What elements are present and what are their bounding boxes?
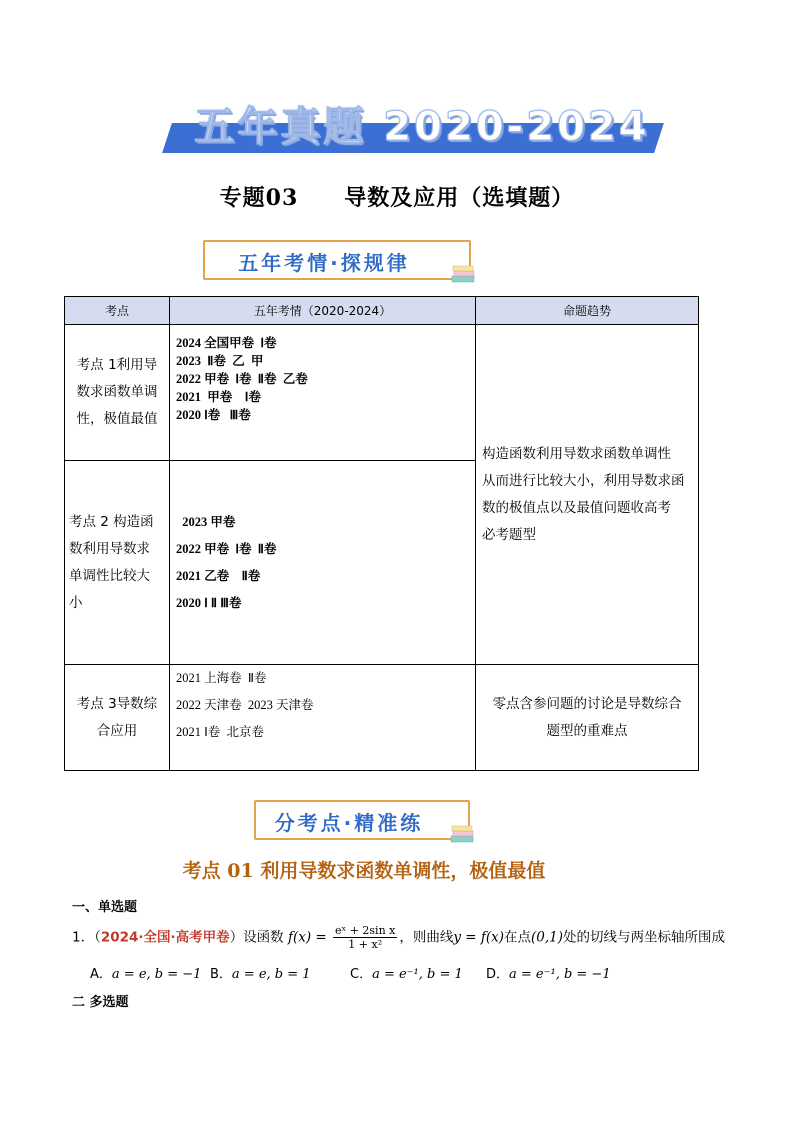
year-line: 2023 Ⅱ卷 乙 甲 — [176, 354, 264, 368]
option-value: a = e, b = 1 — [231, 967, 311, 982]
option-label: A． — [90, 967, 112, 982]
options — [90, 963, 611, 982]
year-line: 2021 上海卷 Ⅱ卷 — [176, 671, 267, 685]
trend-cell-1 — [476, 325, 699, 665]
header-years: 五年考情（2020-2024） — [170, 297, 476, 325]
question-1 — [72, 924, 725, 951]
year-line: 2024 全国甲卷 Ⅰ卷 — [176, 336, 277, 350]
kp-line: 小 — [69, 594, 83, 611]
trend-line: 零点含参问题的讨论是导数综合 — [492, 695, 682, 712]
table-header-row — [65, 297, 699, 325]
trend-line: 题型的重难点 — [546, 722, 628, 739]
exam-table — [64, 296, 699, 771]
year-line: 2020 Ⅰ Ⅱ Ⅲ卷 — [176, 595, 242, 610]
subject-name: 导数及应用（选填题） — [344, 185, 575, 211]
year-line: 2021 乙卷 Ⅱ卷 — [176, 568, 261, 583]
years-cell-2 — [170, 461, 476, 665]
tag-practice — [254, 800, 470, 840]
option-value: a = e, b = −1 — [111, 967, 202, 982]
header-trend: 命题趋势 — [476, 297, 699, 325]
kp-line: 考点 3导数综 — [76, 695, 158, 712]
option-b[interactable] — [210, 963, 350, 982]
option-label: D． — [486, 967, 510, 982]
numerator: eˣ + 2sin x — [335, 924, 396, 937]
trend-line: 必考题型 — [482, 526, 536, 543]
tag-practice-label: 分考点·精准练 — [274, 811, 424, 835]
kp-cell-2 — [65, 461, 170, 665]
year-line: 2022 天津卷 2023 天津卷 — [176, 698, 314, 712]
tag-five-year-label: 五年考情·探规律 — [238, 251, 410, 275]
kp-line: 考点 1利用导 — [76, 357, 158, 373]
option-d[interactable] — [486, 963, 611, 982]
years-cell-1 — [170, 325, 476, 461]
trend-line: 从而进行比较大小，利用导数求函 — [482, 472, 685, 489]
question-text: 设函数 — [243, 929, 284, 946]
denominator: 1 + x² — [348, 938, 383, 951]
year-line: 2020 Ⅰ卷 Ⅲ卷 — [176, 408, 251, 422]
point: (0,1) — [531, 929, 564, 946]
tag-five-year — [203, 240, 471, 280]
table-row — [65, 325, 699, 461]
heading-multi-choice: 二 多选题 — [72, 995, 129, 1010]
question-text: 在点 — [504, 929, 532, 946]
curve: y = f(x) — [453, 929, 505, 946]
kp-line: 考点 2 构造函 — [69, 513, 154, 530]
kp-cell-1 — [65, 325, 170, 461]
subject-title — [0, 181, 794, 212]
books-icon — [448, 822, 478, 844]
trend-cell-3 — [476, 665, 699, 771]
books-icon — [449, 262, 479, 284]
option-c[interactable] — [350, 963, 486, 982]
fraction — [333, 924, 397, 951]
kp-line: 数求函数单调 — [76, 384, 158, 400]
option-a[interactable] — [90, 963, 210, 982]
option-value: a = e⁻¹, b = −1 — [509, 967, 611, 982]
years-cell-3 — [170, 665, 476, 771]
question-source: 2024·全国·高考甲卷 — [100, 929, 230, 946]
source-bracket: （ — [94, 929, 101, 946]
trend-line: 数的极值点以及最值问题收高考 — [482, 499, 671, 516]
table-row — [65, 665, 699, 771]
heading-single-choice: 一、单选题 — [72, 900, 138, 915]
option-label: B． — [210, 967, 232, 982]
year-line: 2022 甲卷 Ⅰ卷 Ⅱ卷 乙卷 — [176, 372, 308, 386]
kp-line: 数利用导数求 — [69, 540, 150, 557]
function-label: f(x) = — [287, 929, 327, 946]
year-line: 2021 Ⅰ卷 北京卷 — [176, 725, 265, 739]
kp-line: 性，极值最值 — [76, 411, 158, 427]
year-line: 2022 甲卷 Ⅰ卷 Ⅱ卷 — [176, 541, 277, 556]
banner-title: 五年真题 2020-2024 — [194, 104, 650, 150]
kp-cell-3 — [65, 665, 170, 771]
kp-line: 合应用 — [96, 722, 138, 739]
year-line: 2021 甲卷 Ⅰ卷 — [176, 390, 261, 404]
question-text: 处的切线与两坐标轴所围成 — [563, 929, 726, 946]
option-value: a = e⁻¹, b = 1 — [372, 967, 463, 982]
section-title: 考点 01 利用导数求函数单调性，极值最值 — [182, 860, 546, 882]
question-text: ，则曲线 — [399, 929, 454, 946]
trend-line: 构造函数利用导数求函数单调性 — [482, 445, 671, 462]
source-bracket: ） — [229, 929, 244, 946]
option-label: C． — [350, 967, 373, 982]
year-line: 2023 甲卷 — [176, 514, 236, 529]
kp-line: 单调性比较大 — [69, 567, 150, 584]
question-number: 1． — [72, 929, 95, 946]
title-banner — [167, 103, 659, 153]
header-kp: 考点 — [65, 297, 170, 325]
subject-number: 专题03 — [219, 185, 299, 211]
